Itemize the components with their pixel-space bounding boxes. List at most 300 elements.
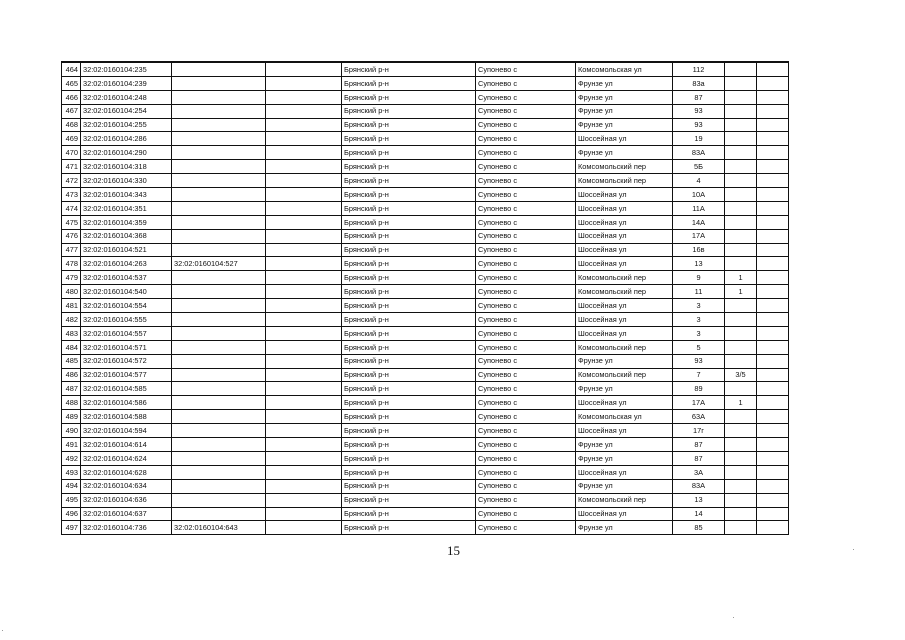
apartment-number: [725, 507, 757, 521]
locality: Супонево с: [476, 493, 576, 507]
linked-cadastral-number: [172, 465, 266, 479]
blank-cell: [757, 76, 789, 90]
apartment-number: [725, 160, 757, 174]
cadastral-number: 32:02:0160104:255: [81, 118, 172, 132]
scan-speck: [853, 549, 854, 550]
street: Фрунзе ул: [576, 479, 673, 493]
blank-cell: [266, 188, 342, 202]
street: Шоссейная ул: [576, 326, 673, 340]
linked-cadastral-number: [172, 229, 266, 243]
street: Комсомольский пер: [576, 174, 673, 188]
district: Брянский р-н: [342, 493, 476, 507]
locality: Супонево с: [476, 229, 576, 243]
house-number: 17г: [673, 424, 725, 438]
blank-cell: [757, 410, 789, 424]
cadastral-number: 32:02:0160104:235: [81, 62, 172, 76]
house-number: 17А: [673, 396, 725, 410]
linked-cadastral-number: [172, 326, 266, 340]
table-row: [62, 118, 789, 132]
locality: Супонево с: [476, 479, 576, 493]
row-number: 479: [62, 271, 81, 285]
blank-cell: [266, 229, 342, 243]
district: Брянский р-н: [342, 118, 476, 132]
table-row: [62, 368, 789, 382]
cadastral-number: 32:02:0160104:636: [81, 493, 172, 507]
row-number: 494: [62, 479, 81, 493]
district: Брянский р-н: [342, 243, 476, 257]
row-number: 496: [62, 507, 81, 521]
table-row: [62, 354, 789, 368]
street: Фрунзе ул: [576, 90, 673, 104]
district: Брянский р-н: [342, 326, 476, 340]
row-number: 482: [62, 313, 81, 327]
table-row: [62, 201, 789, 215]
cadastral-number: 32:02:0160104:586: [81, 396, 172, 410]
cadastral-number: 32:02:0160104:286: [81, 132, 172, 146]
linked-cadastral-number: [172, 313, 266, 327]
district: Брянский р-н: [342, 62, 476, 76]
district: Брянский р-н: [342, 396, 476, 410]
blank-cell: [266, 438, 342, 452]
apartment-number: [725, 326, 757, 340]
table-row: [62, 424, 789, 438]
locality: Супонево с: [476, 76, 576, 90]
cadastral-number: 32:02:0160104:540: [81, 285, 172, 299]
blank-cell: [757, 396, 789, 410]
linked-cadastral-number: [172, 201, 266, 215]
cadastral-number: 32:02:0160104:588: [81, 410, 172, 424]
district: Брянский р-н: [342, 354, 476, 368]
apartment-number: [725, 90, 757, 104]
table-row: [62, 285, 789, 299]
table-row: [62, 465, 789, 479]
blank-cell: [266, 313, 342, 327]
locality: Супонево с: [476, 62, 576, 76]
street: Комсомольский пер: [576, 368, 673, 382]
blank-cell: [757, 215, 789, 229]
row-number: 478: [62, 257, 81, 271]
blank-cell: [757, 243, 789, 257]
street: Фрунзе ул: [576, 354, 673, 368]
table-row: [62, 160, 789, 174]
blank-cell: [757, 104, 789, 118]
district: Брянский р-н: [342, 368, 476, 382]
linked-cadastral-number: [172, 424, 266, 438]
street: Фрунзе ул: [576, 438, 673, 452]
street: Шоссейная ул: [576, 132, 673, 146]
district: Брянский р-н: [342, 410, 476, 424]
street: Шоссейная ул: [576, 243, 673, 257]
table-row: [62, 146, 789, 160]
district: Брянский р-н: [342, 424, 476, 438]
row-number: 480: [62, 285, 81, 299]
table-row: [62, 438, 789, 452]
apartment-number: 3/5: [725, 368, 757, 382]
district: Брянский р-н: [342, 76, 476, 90]
apartment-number: [725, 174, 757, 188]
house-number: 17А: [673, 229, 725, 243]
row-number: 491: [62, 438, 81, 452]
district: Брянский р-н: [342, 215, 476, 229]
locality: Супонево с: [476, 410, 576, 424]
cadastral-number: 32:02:0160104:537: [81, 271, 172, 285]
street: Шоссейная ул: [576, 465, 673, 479]
house-number: 87: [673, 451, 725, 465]
street: Шоссейная ул: [576, 215, 673, 229]
apartment-number: 1: [725, 396, 757, 410]
linked-cadastral-number: [172, 188, 266, 202]
blank-cell: [757, 174, 789, 188]
cadastral-number: 32:02:0160104:330: [81, 174, 172, 188]
house-number: 87: [673, 438, 725, 452]
cadastral-number: 32:02:0160104:290: [81, 146, 172, 160]
row-number: 475: [62, 215, 81, 229]
house-number: 16в: [673, 243, 725, 257]
blank-cell: [757, 326, 789, 340]
street: Комсомольский пер: [576, 493, 673, 507]
blank-cell: [266, 257, 342, 271]
blank-cell: [757, 479, 789, 493]
row-number: 472: [62, 174, 81, 188]
blank-cell: [757, 340, 789, 354]
table-row: [62, 507, 789, 521]
street: Шоссейная ул: [576, 424, 673, 438]
street: Шоссейная ул: [576, 313, 673, 327]
blank-cell: [757, 507, 789, 521]
row-number: 481: [62, 299, 81, 313]
district: Брянский р-н: [342, 507, 476, 521]
house-number: 93: [673, 104, 725, 118]
street: Шоссейная ул: [576, 257, 673, 271]
district: Брянский р-н: [342, 257, 476, 271]
linked-cadastral-number: [172, 90, 266, 104]
blank-cell: [266, 451, 342, 465]
blank-cell: [757, 438, 789, 452]
blank-cell: [757, 201, 789, 215]
house-number: 93: [673, 354, 725, 368]
street: Фрунзе ул: [576, 451, 673, 465]
linked-cadastral-number: [172, 146, 266, 160]
blank-cell: [757, 382, 789, 396]
blank-cell: [757, 521, 789, 535]
blank-cell: [266, 243, 342, 257]
linked-cadastral-number: [172, 479, 266, 493]
table-row: [62, 90, 789, 104]
row-number: 465: [62, 76, 81, 90]
blank-cell: [266, 368, 342, 382]
locality: Супонево с: [476, 174, 576, 188]
blank-cell: [266, 174, 342, 188]
row-number: 474: [62, 201, 81, 215]
apartment-number: [725, 229, 757, 243]
blank-cell: [757, 90, 789, 104]
blank-cell: [757, 257, 789, 271]
street: Шоссейная ул: [576, 507, 673, 521]
locality: Супонево с: [476, 257, 576, 271]
cadastral-number: 32:02:0160104:318: [81, 160, 172, 174]
locality: Супонево с: [476, 132, 576, 146]
blank-cell: [266, 132, 342, 146]
district: Брянский р-н: [342, 271, 476, 285]
blank-cell: [757, 313, 789, 327]
blank-cell: [266, 118, 342, 132]
cadastral-number: 32:02:0160104:594: [81, 424, 172, 438]
house-number: 3: [673, 299, 725, 313]
blank-cell: [266, 160, 342, 174]
blank-cell: [266, 271, 342, 285]
house-number: 13: [673, 493, 725, 507]
cadastral-number: 32:02:0160104:628: [81, 465, 172, 479]
apartment-number: [725, 438, 757, 452]
house-number: 11: [673, 285, 725, 299]
street: Комсомольская ул: [576, 410, 673, 424]
row-number: 486: [62, 368, 81, 382]
house-number: 83А: [673, 146, 725, 160]
blank-cell: [266, 146, 342, 160]
street: Шоссейная ул: [576, 299, 673, 313]
locality: Супонево с: [476, 243, 576, 257]
linked-cadastral-number: [172, 410, 266, 424]
blank-cell: [266, 215, 342, 229]
table-row: [62, 215, 789, 229]
cadastral-number: 32:02:0160104:577: [81, 368, 172, 382]
blank-cell: [757, 160, 789, 174]
table-row: [62, 340, 789, 354]
table-row: [62, 299, 789, 313]
cadastral-number: 32:02:0160104:359: [81, 215, 172, 229]
locality: Супонево с: [476, 326, 576, 340]
cadastral-number: 32:02:0160104:634: [81, 479, 172, 493]
house-number: 4: [673, 174, 725, 188]
district: Брянский р-н: [342, 174, 476, 188]
house-number: 83А: [673, 479, 725, 493]
cadastral-number: 32:02:0160104:557: [81, 326, 172, 340]
locality: Супонево с: [476, 146, 576, 160]
table-row: [62, 229, 789, 243]
linked-cadastral-number: [172, 451, 266, 465]
blank-cell: [266, 493, 342, 507]
apartment-number: [725, 451, 757, 465]
row-number: 493: [62, 465, 81, 479]
blank-cell: [757, 424, 789, 438]
linked-cadastral-number: [172, 299, 266, 313]
house-number: 93: [673, 118, 725, 132]
cadastral-number: 32:02:0160104:614: [81, 438, 172, 452]
street: Шоссейная ул: [576, 188, 673, 202]
blank-cell: [266, 465, 342, 479]
house-number: 3А: [673, 465, 725, 479]
locality: Супонево с: [476, 285, 576, 299]
cadastral-number: 32:02:0160104:624: [81, 451, 172, 465]
locality: Супонево с: [476, 507, 576, 521]
blank-cell: [266, 521, 342, 535]
apartment-number: [725, 424, 757, 438]
blank-cell: [757, 493, 789, 507]
district: Брянский р-н: [342, 299, 476, 313]
blank-cell: [266, 382, 342, 396]
district: Брянский р-н: [342, 382, 476, 396]
linked-cadastral-number: 32:02:0160104:527: [172, 257, 266, 271]
blank-cell: [757, 285, 789, 299]
house-number: 11А: [673, 201, 725, 215]
blank-cell: [266, 104, 342, 118]
cadastral-number: 32:02:0160104:555: [81, 313, 172, 327]
page-number: 15: [447, 543, 460, 558]
linked-cadastral-number: [172, 285, 266, 299]
district: Брянский р-н: [342, 313, 476, 327]
blank-cell: [266, 299, 342, 313]
apartment-number: [725, 340, 757, 354]
row-number: 497: [62, 521, 81, 535]
table-row: [62, 313, 789, 327]
blank-cell: [266, 396, 342, 410]
table-row: [62, 382, 789, 396]
blank-cell: [266, 62, 342, 76]
row-number: 467: [62, 104, 81, 118]
linked-cadastral-number: [172, 438, 266, 452]
apartment-number: [725, 465, 757, 479]
locality: Супонево с: [476, 382, 576, 396]
locality: Супонево с: [476, 438, 576, 452]
district: Брянский р-н: [342, 451, 476, 465]
street: Комсомольский пер: [576, 285, 673, 299]
apartment-number: [725, 521, 757, 535]
locality: Супонево с: [476, 340, 576, 354]
house-number: 10А: [673, 188, 725, 202]
street: Фрунзе ул: [576, 146, 673, 160]
district: Брянский р-н: [342, 160, 476, 174]
blank-cell: [757, 146, 789, 160]
locality: Супонево с: [476, 201, 576, 215]
locality: Супонево с: [476, 188, 576, 202]
blank-cell: [757, 368, 789, 382]
district: Брянский р-н: [342, 146, 476, 160]
table-row: [62, 271, 789, 285]
apartment-number: [725, 118, 757, 132]
house-number: 89: [673, 382, 725, 396]
blank-cell: [757, 451, 789, 465]
house-number: 85: [673, 521, 725, 535]
street: Комсомольский пер: [576, 160, 673, 174]
district: Брянский р-н: [342, 438, 476, 452]
row-number: 487: [62, 382, 81, 396]
street: Шоссейная ул: [576, 229, 673, 243]
row-number: 469: [62, 132, 81, 146]
locality: Супонево с: [476, 299, 576, 313]
row-number: 476: [62, 229, 81, 243]
blank-cell: [266, 354, 342, 368]
blank-cell: [757, 132, 789, 146]
apartment-number: [725, 104, 757, 118]
locality: Супонево с: [476, 118, 576, 132]
house-number: 63А: [673, 410, 725, 424]
row-number: 473: [62, 188, 81, 202]
table-row: [62, 451, 789, 465]
apartment-number: [725, 354, 757, 368]
cadastral-number: 32:02:0160104:521: [81, 243, 172, 257]
table-row: [62, 493, 789, 507]
apartment-number: [725, 410, 757, 424]
apartment-number: [725, 257, 757, 271]
blank-cell: [266, 507, 342, 521]
street: Фрунзе ул: [576, 104, 673, 118]
row-number: 495: [62, 493, 81, 507]
blank-cell: [757, 465, 789, 479]
cadastral-number: 32:02:0160104:637: [81, 507, 172, 521]
street: Фрунзе ул: [576, 521, 673, 535]
cadastral-number: 32:02:0160104:554: [81, 299, 172, 313]
linked-cadastral-number: [172, 354, 266, 368]
apartment-number: [725, 76, 757, 90]
locality: Супонево с: [476, 396, 576, 410]
apartment-number: [725, 479, 757, 493]
property-registry-table: [61, 61, 789, 535]
scan-speck: [733, 617, 734, 618]
blank-cell: [266, 479, 342, 493]
locality: Супонево с: [476, 424, 576, 438]
linked-cadastral-number: [172, 76, 266, 90]
street: Шоссейная ул: [576, 201, 673, 215]
linked-cadastral-number: [172, 340, 266, 354]
linked-cadastral-number: [172, 243, 266, 257]
apartment-number: [725, 313, 757, 327]
row-number: 485: [62, 354, 81, 368]
blank-cell: [266, 326, 342, 340]
locality: Супонево с: [476, 215, 576, 229]
apartment-number: [725, 132, 757, 146]
table-row: [62, 243, 789, 257]
row-number: 470: [62, 146, 81, 160]
district: Брянский р-н: [342, 340, 476, 354]
blank-cell: [757, 229, 789, 243]
district: Брянский р-н: [342, 188, 476, 202]
blank-cell: [266, 340, 342, 354]
apartment-number: 1: [725, 271, 757, 285]
table-row: [62, 62, 789, 76]
linked-cadastral-number: [172, 118, 266, 132]
row-number: 488: [62, 396, 81, 410]
district: Брянский р-н: [342, 465, 476, 479]
apartment-number: [725, 493, 757, 507]
district: Брянский р-н: [342, 90, 476, 104]
house-number: 14: [673, 507, 725, 521]
blank-cell: [266, 424, 342, 438]
apartment-number: [725, 146, 757, 160]
cadastral-number: 32:02:0160104:571: [81, 340, 172, 354]
table-row: [62, 76, 789, 90]
district: Брянский р-н: [342, 201, 476, 215]
house-number: 14А: [673, 215, 725, 229]
blank-cell: [266, 201, 342, 215]
house-number: 5: [673, 340, 725, 354]
locality: Супонево с: [476, 104, 576, 118]
apartment-number: [725, 201, 757, 215]
linked-cadastral-number: [172, 160, 266, 174]
table-row: [62, 257, 789, 271]
apartment-number: [725, 188, 757, 202]
blank-cell: [757, 354, 789, 368]
house-number: 19: [673, 132, 725, 146]
row-number: 468: [62, 118, 81, 132]
linked-cadastral-number: [172, 174, 266, 188]
table-row: [62, 396, 789, 410]
cadastral-number: 32:02:0160104:585: [81, 382, 172, 396]
linked-cadastral-number: [172, 104, 266, 118]
cadastral-number: 32:02:0160104:572: [81, 354, 172, 368]
row-number: 490: [62, 424, 81, 438]
apartment-number: [725, 299, 757, 313]
cadastral-number: 32:02:0160104:351: [81, 201, 172, 215]
